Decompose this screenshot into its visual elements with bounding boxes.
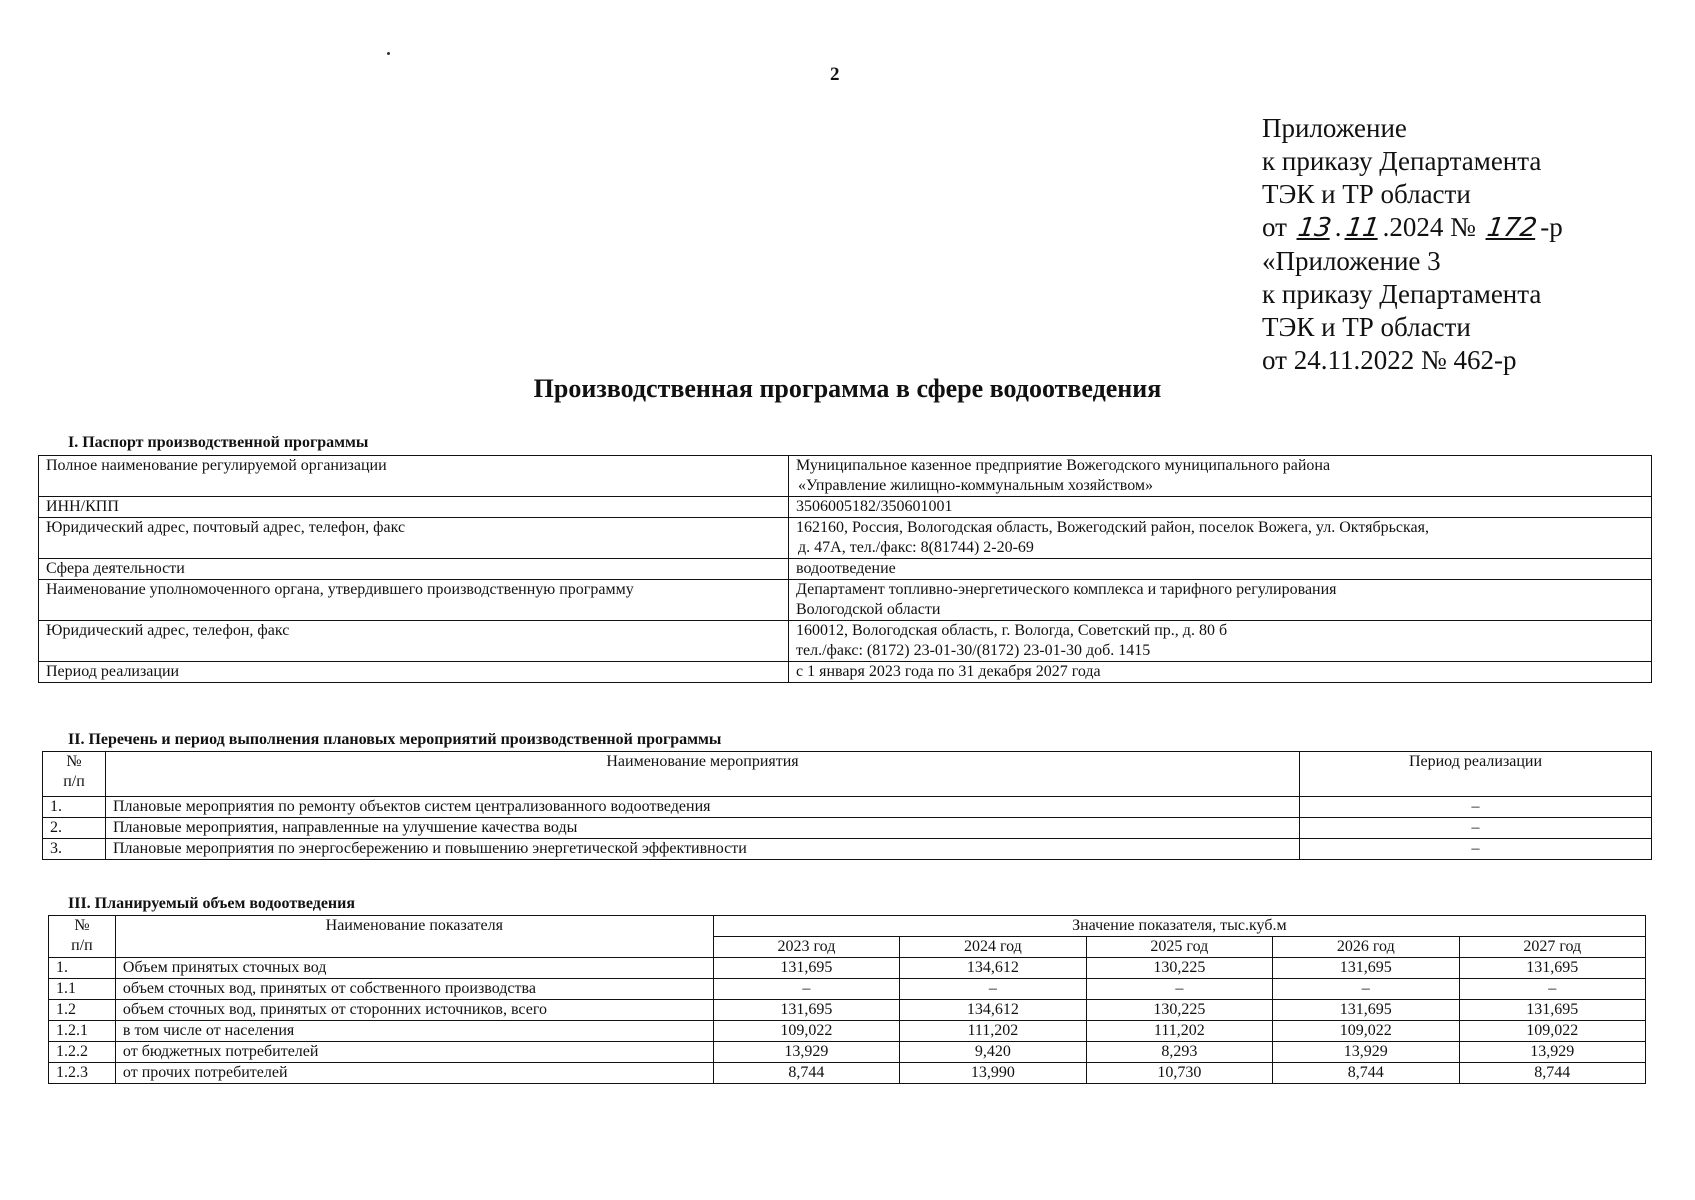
- passport-label: Полное наименование регулируемой организации: [39, 456, 789, 497]
- volume-table: [48, 915, 1646, 1084]
- table-row: [43, 797, 1652, 818]
- table-row: [39, 456, 1652, 497]
- handwritten-month: 11: [1343, 213, 1381, 243]
- indicator-value: –: [1273, 979, 1459, 1000]
- appendix-from: от: [1262, 212, 1287, 242]
- passport-label: Период реализации: [39, 662, 789, 683]
- indicator-value: 8,744: [1273, 1063, 1459, 1084]
- indicator-value: 130,225: [1086, 1000, 1272, 1021]
- scan-speck: [387, 52, 390, 55]
- table-row: [39, 559, 1652, 580]
- measure-period: –: [1300, 839, 1652, 860]
- year-header: 2027 год: [1459, 937, 1645, 958]
- indicator-name: объем сточных вод, принятых от собственного производства: [115, 979, 713, 1000]
- year-header: 2024 год: [900, 937, 1086, 958]
- passport-value: [789, 662, 1652, 683]
- appendix-line: к приказу Департамента: [1262, 146, 1542, 176]
- passport-value-line: д. 47А, тел./факс: 8(81744) 2-20-69: [798, 539, 1034, 556]
- row-number: 1.2.2: [49, 1042, 116, 1063]
- passport-value-line: водоотведение: [796, 560, 896, 577]
- row-number: 1.2.1: [49, 1021, 116, 1042]
- col-name-header: Наименование мероприятия: [106, 752, 1300, 797]
- passport-value-line: Вологодской области: [796, 601, 941, 618]
- appendix-line: «Приложение 3: [1262, 246, 1441, 276]
- col-value-header: Значение показателя, тыс.куб.м: [713, 916, 1645, 937]
- indicator-value: 13,929: [1459, 1042, 1645, 1063]
- passport-value: [789, 580, 1652, 621]
- row-number: 3.: [43, 839, 106, 860]
- indicator-value: 111,202: [900, 1021, 1086, 1042]
- indicator-value: 131,695: [1273, 958, 1459, 979]
- indicator-value: 131,695: [1459, 958, 1645, 979]
- passport-value: [789, 559, 1652, 580]
- indicator-value: 109,022: [1273, 1021, 1459, 1042]
- passport-label: Сфера деятельности: [39, 559, 789, 580]
- passport-value-line: тел./факс: (8172) 23-01-30/(8172) 23-01-30 доб. 1415: [796, 642, 1151, 659]
- indicator-value: –: [713, 979, 899, 1000]
- year-header: 2026 год: [1273, 937, 1459, 958]
- indicator-value: 131,695: [713, 958, 899, 979]
- year-header: 2025 год: [1086, 937, 1272, 958]
- table-row: [49, 1063, 1646, 1084]
- appendix-order-date-line: от 13.11.2024 № 172-р: [1262, 212, 1563, 243]
- row-number: 2.: [43, 818, 106, 839]
- passport-value-line: «Управление жилищно-коммунальным хозяйством»: [798, 477, 1154, 494]
- passport-table: [38, 455, 1652, 683]
- appendix-suffix: -р: [1540, 212, 1563, 242]
- passport-value: [789, 497, 1652, 518]
- indicator-value: 13,990: [900, 1063, 1086, 1084]
- row-number: 1.2.3: [49, 1063, 116, 1084]
- col-name-header: Наименование показателя: [115, 916, 713, 958]
- indicator-value: 8,293: [1086, 1042, 1272, 1063]
- indicator-value: –: [900, 979, 1086, 1000]
- section3-heading: III. Планируемый объем водоотведения: [68, 895, 356, 912]
- document-title: Производственная программа в сфере водоотведения: [533, 374, 1162, 403]
- indicator-value: 131,695: [713, 1000, 899, 1021]
- measures-table: [42, 751, 1652, 860]
- passport-value-line: 162160, Россия, Вологодская область, Вожегодский район, поселок Вожега, ул. Октябрьская,: [796, 519, 1429, 536]
- passport-value: [789, 456, 1652, 497]
- appendix-line: ТЭК и ТР области: [1262, 179, 1471, 209]
- indicator-value: –: [1459, 979, 1645, 1000]
- measure-period: –: [1300, 797, 1652, 818]
- col-period-header: Период реализации: [1300, 752, 1652, 797]
- indicator-value: 8,744: [713, 1063, 899, 1084]
- section1-heading: I. Паспорт производственной программы: [68, 434, 369, 451]
- indicator-name: Объем принятых сточных вод: [115, 958, 713, 979]
- appendix-year: .2024 №: [1382, 212, 1476, 242]
- measure-name: Плановые мероприятия, направленные на улучшение качества воды: [106, 818, 1300, 839]
- indicator-value: 111,202: [1086, 1021, 1272, 1042]
- section2-heading: II. Перечень и период выполнения плановых мероприятий производственной программы: [68, 731, 722, 748]
- col-num-header: № п/п: [49, 916, 116, 958]
- measure-period: –: [1300, 818, 1652, 839]
- indicator-name: объем сточных вод, принятых от сторонних источников, всего: [115, 1000, 713, 1021]
- passport-value: [789, 621, 1652, 662]
- passport-value-line: 160012, Вологодская область, г. Вологда, Советский пр., д. 80 б: [796, 622, 1228, 639]
- indicator-value: 134,612: [900, 1000, 1086, 1021]
- appendix-line: Приложение: [1262, 113, 1407, 143]
- table-row: [39, 497, 1652, 518]
- measure-name: Плановые мероприятия по энергосбережению и повышению энергетической эффективности: [106, 839, 1300, 860]
- passport-label: Юридический адрес, телефон, факс: [39, 621, 789, 662]
- table-row: [49, 958, 1646, 979]
- table-row: [49, 1000, 1646, 1021]
- indicator-value: 134,612: [900, 958, 1086, 979]
- measure-name: Плановые мероприятия по ремонту объектов систем централизованного водоотведения: [106, 797, 1300, 818]
- table-row: [43, 839, 1652, 860]
- table-row: [49, 1042, 1646, 1063]
- passport-value-line: Департамент топливно-энергетического комплекса и тарифного регулирования: [796, 581, 1337, 598]
- passport-label: ИНН/КПП: [39, 497, 789, 518]
- table-row: [49, 1021, 1646, 1042]
- table-row: [39, 621, 1652, 662]
- passport-value: [789, 518, 1652, 559]
- indicator-value: 109,022: [1459, 1021, 1645, 1042]
- appendix-block: [1262, 112, 1563, 377]
- indicator-name: от прочих потребителей: [115, 1063, 713, 1084]
- handwritten-order-number: 172: [1484, 213, 1539, 243]
- page-number: 2: [830, 64, 840, 85]
- appendix-line: ТЭК и ТР области: [1262, 312, 1471, 342]
- indicator-value: 130,225: [1086, 958, 1272, 979]
- year-header: 2023 год: [713, 937, 899, 958]
- handwritten-day: 13: [1295, 213, 1333, 243]
- indicator-value: 8,744: [1459, 1063, 1645, 1084]
- table-row: [43, 818, 1652, 839]
- table-row: [39, 580, 1652, 621]
- appendix-line: к приказу Департамента: [1262, 279, 1542, 309]
- indicator-value: 10,730: [1086, 1063, 1272, 1084]
- table-row: [49, 979, 1646, 1000]
- col-num-header: № п/п: [43, 752, 106, 797]
- passport-value-line: Муниципальное казенное предприятие Вожегодского муниципального района: [796, 457, 1331, 474]
- passport-label: Юридический адрес, почтовый адрес, телефон, факс: [39, 518, 789, 559]
- indicator-name: от бюджетных потребителей: [115, 1042, 713, 1063]
- passport-label: Наименование уполномоченного органа, утвердившего производственную программу: [39, 580, 789, 621]
- passport-value-line: 3506005182/350601001: [796, 498, 953, 515]
- row-number: 1.: [43, 797, 106, 818]
- passport-value-line: с 1 января 2023 года по 31 декабря 2027 года: [796, 663, 1101, 680]
- appendix-line: от 24.11.2022 № 462-р: [1262, 345, 1517, 375]
- indicator-name: в том числе от населения: [115, 1021, 713, 1042]
- indicator-value: 13,929: [713, 1042, 899, 1063]
- row-number: 1.: [49, 958, 116, 979]
- indicator-value: 13,929: [1273, 1042, 1459, 1063]
- table-row: [39, 518, 1652, 559]
- row-number: 1.1: [49, 979, 116, 1000]
- indicator-value: 109,022: [713, 1021, 899, 1042]
- indicator-value: 131,695: [1459, 1000, 1645, 1021]
- indicator-value: –: [1086, 979, 1272, 1000]
- table-row: [39, 662, 1652, 683]
- row-number: 1.2: [49, 1000, 116, 1021]
- indicator-value: 131,695: [1273, 1000, 1459, 1021]
- indicator-value: 9,420: [900, 1042, 1086, 1063]
